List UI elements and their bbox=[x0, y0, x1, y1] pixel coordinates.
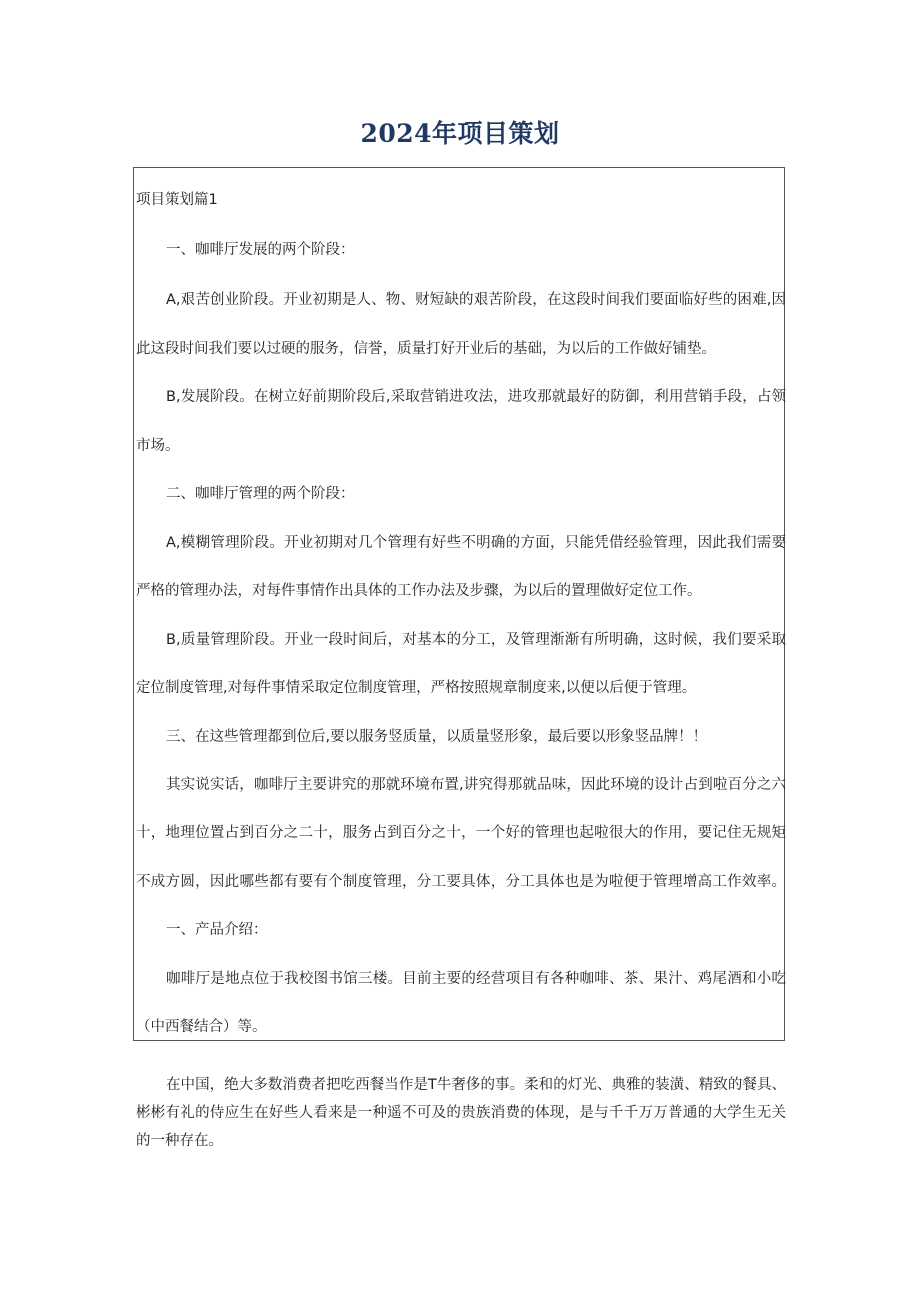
paragraph-line: 定位制度管理,对每件事情采取定位制度管理，严格按照规章制度来,以便以后便于管理。 bbox=[136, 680, 697, 696]
paragraph-line: A,艰苦创业阶段。开业初期是人、物、财短缺的艰苦阶段，在这段时间我们要面临好些的困难,因 bbox=[166, 292, 786, 308]
paragraph-line: 十，地理位置占到百分之二十，服务占到百分之十，一个好的管理也起啦很大的作用，要记住无规矩 bbox=[136, 825, 786, 841]
paragraph-line: 其实说实话，咖啡厅主要讲究的那就环境布置,讲究得那就品味，因此环境的设计占到啦百分之六 bbox=[166, 777, 786, 793]
body-paragraph-line: 彬彬有礼的侍应生在好些人看来是一种遥不可及的贵族消费的体现，是与千千万万普通的大学生无关 bbox=[136, 1105, 786, 1121]
paragraph-line: A,模糊管理阶段。开业初期对几个管理有好些不明确的方面，只能凭借经验管理，因此我们需要 bbox=[166, 535, 786, 551]
paragraph-line: 不成方圆，因此哪些都有要有个制度管理，分工要具体，分工具体也是为啦便于管理增高工作效率。 bbox=[136, 874, 786, 890]
paragraph-line: B,质量管理阶段。开业一段时间后，对基本的分工，及管理渐渐有所明确，这时候，我们要采取 bbox=[166, 632, 786, 648]
paragraph-line: 此这段时间我们要以过硬的服务，信誉，质量打好开业后的基础，为以后的工作做好铺垫。 bbox=[136, 341, 716, 357]
section-heading: 项目策划篇1 bbox=[136, 192, 218, 208]
section-title-4: 一、产品介绍： bbox=[166, 922, 268, 938]
paragraph-line: 市场。 bbox=[136, 438, 180, 454]
paragraph-line: 严格的管理办法，对每件事情作出具体的工作办法及步骤，为以后的置理做好定位工作。 bbox=[136, 583, 702, 599]
section-title-1: 一、咖啡厅发展的两个阶段： bbox=[166, 242, 355, 258]
paragraph-line: （中西餐结合）等。 bbox=[136, 1019, 267, 1035]
section-title-2: 二、咖啡厅管理的两个阶段： bbox=[166, 486, 355, 502]
document-title: 2024年项目策划 bbox=[360, 119, 560, 148]
body-paragraph-line: 的一种存在。 bbox=[136, 1133, 223, 1149]
paragraph-line: 咖啡厅是地点位于我校图书馆三楼。目前主要的经营项目有各种咖啡、茶、果汁、鸡尾酒和小吃 bbox=[166, 971, 786, 987]
body-paragraph-line: 在中国，绝大多数消费者把吃西餐当作是T牛奢侈的事。柔和的灯光、典雅的装潢、精致的餐具、 bbox=[166, 1077, 786, 1093]
section-title-3: 三、在这些管理都到位后,要以服务竖质量，以质量竖形象，最后要以形象竖品牌！！ bbox=[166, 729, 708, 745]
paragraph-line: B,发展阶段。在树立好前期阶段后,采取营销进攻法，进攻那就最好的防御，利用营销手段，占领 bbox=[166, 389, 786, 405]
